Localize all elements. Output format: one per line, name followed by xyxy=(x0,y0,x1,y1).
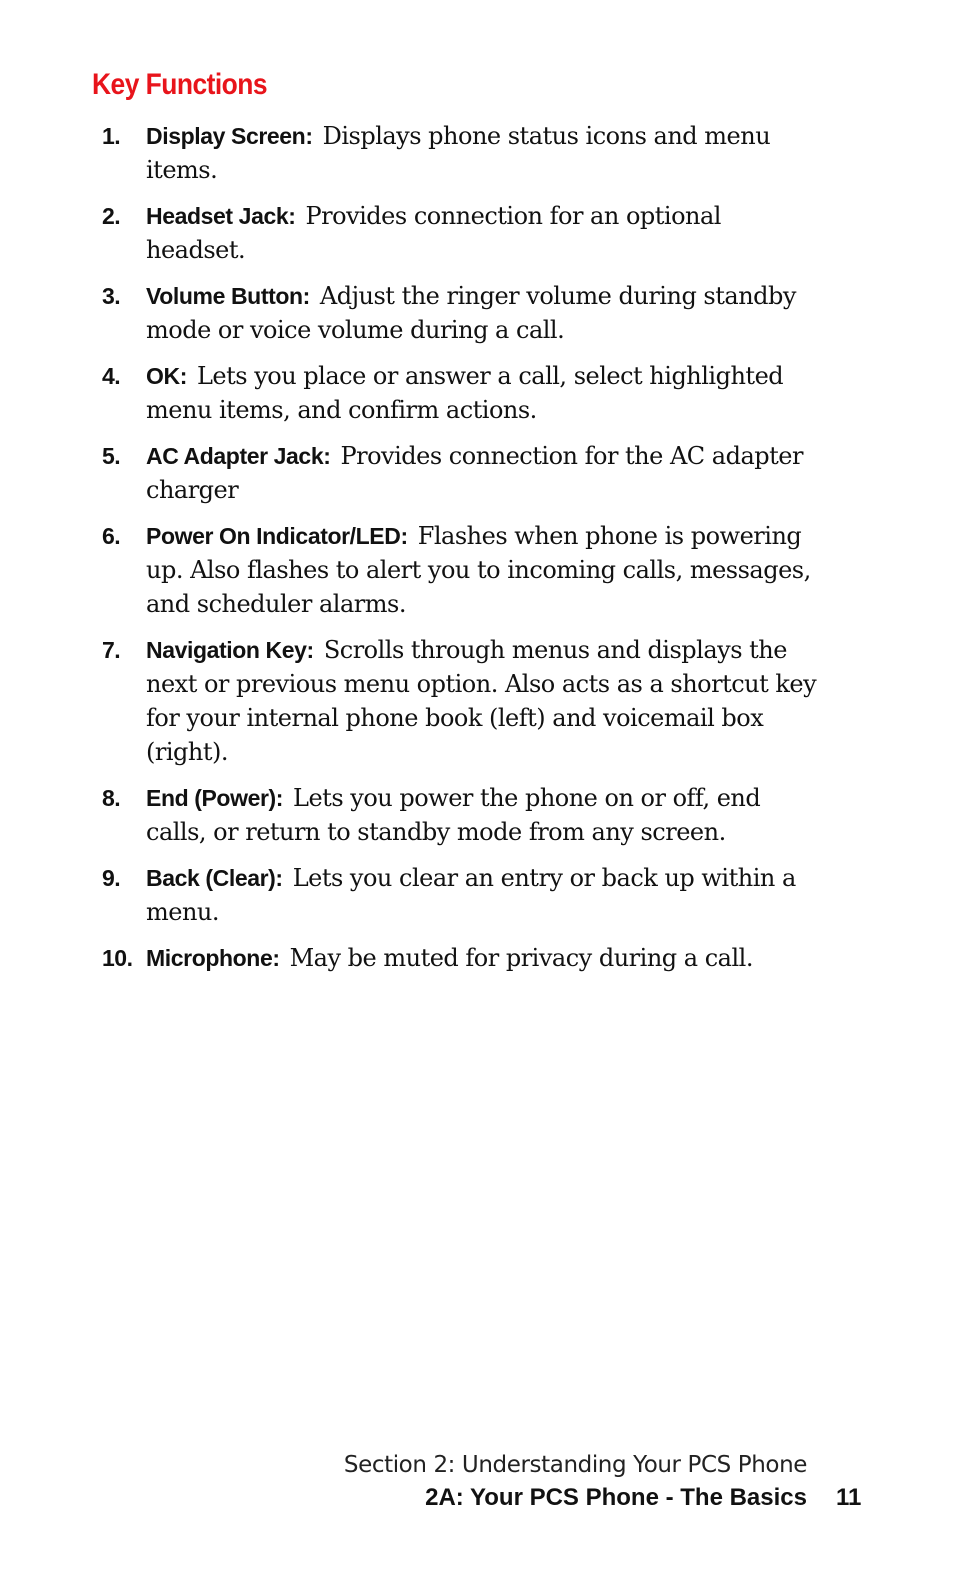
item-term: Volume Button: xyxy=(146,283,310,309)
item-description: Lets you power the phone on or off, end calls, or return to standby mode from any screen. xyxy=(146,784,761,846)
list-item-back-clear xyxy=(102,861,822,929)
item-term: OK: xyxy=(146,363,187,389)
item-number: 6. xyxy=(102,523,121,549)
item-description: Scrolls through menus and displays the next or previous menu option. Also acts as a shortcut key for your internal phone book (left) and voicemail box (right). xyxy=(146,636,817,766)
list-item-headset-jack xyxy=(102,199,822,267)
key-functions-list xyxy=(102,119,822,987)
item-number: 8. xyxy=(102,785,121,811)
item-term: Back (Clear): xyxy=(146,865,283,891)
list-item-end-power xyxy=(102,781,822,849)
item-description: Lets you place or answer a call, select highlighted menu items, and confirm actions. xyxy=(146,362,784,424)
list-item-ac-adapter-jack xyxy=(102,439,822,507)
item-description: Lets you clear an entry or back up within a menu. xyxy=(146,864,796,926)
item-number: 9. xyxy=(102,865,121,891)
page-heading: Key Functions xyxy=(92,68,268,101)
item-number: 1. xyxy=(102,123,121,149)
item-number: 4. xyxy=(102,363,121,389)
footer-chapter-title: 2A: Your PCS Phone - The Basics xyxy=(425,1484,807,1511)
list-item-display-screen xyxy=(102,119,822,187)
item-description: Flashes when phone is powering up. Also flashes to alert you to incoming calls, messages, and scheduler alarms. xyxy=(146,522,811,618)
page-number: 11 xyxy=(836,1484,862,1511)
item-term: Navigation Key: xyxy=(146,637,314,663)
item-number: 5. xyxy=(102,443,121,469)
item-description: May be muted for privacy during a call. xyxy=(289,944,753,972)
list-item-power-on-indicator xyxy=(102,519,822,621)
item-description: Provides connection for the AC adapter charger xyxy=(146,442,803,504)
item-number: 2. xyxy=(102,203,121,229)
footer-section-title: Section 2: Understanding Your PCS Phone xyxy=(343,1452,807,1478)
list-item-volume-button xyxy=(102,279,822,347)
item-description: Provides connection for an optional headset. xyxy=(146,202,721,264)
item-term: End (Power): xyxy=(146,785,284,811)
item-description: Displays phone status icons and menu items. xyxy=(146,122,771,184)
item-term: Power On Indicator/LED: xyxy=(146,523,408,549)
item-term: Microphone: xyxy=(146,945,280,971)
list-item-navigation-key xyxy=(102,633,822,769)
item-number: 3. xyxy=(102,283,121,309)
list-item-microphone xyxy=(102,941,822,975)
item-number: 10. xyxy=(102,945,133,971)
item-term: Display Screen: xyxy=(146,123,313,149)
item-number: 7. xyxy=(102,637,121,663)
list-item-ok xyxy=(102,359,822,427)
item-term: Headset Jack: xyxy=(146,203,296,229)
item-term: AC Adapter Jack: xyxy=(146,443,331,469)
item-description: Adjust the ringer volume during standby mode or voice volume during a call. xyxy=(146,282,796,344)
